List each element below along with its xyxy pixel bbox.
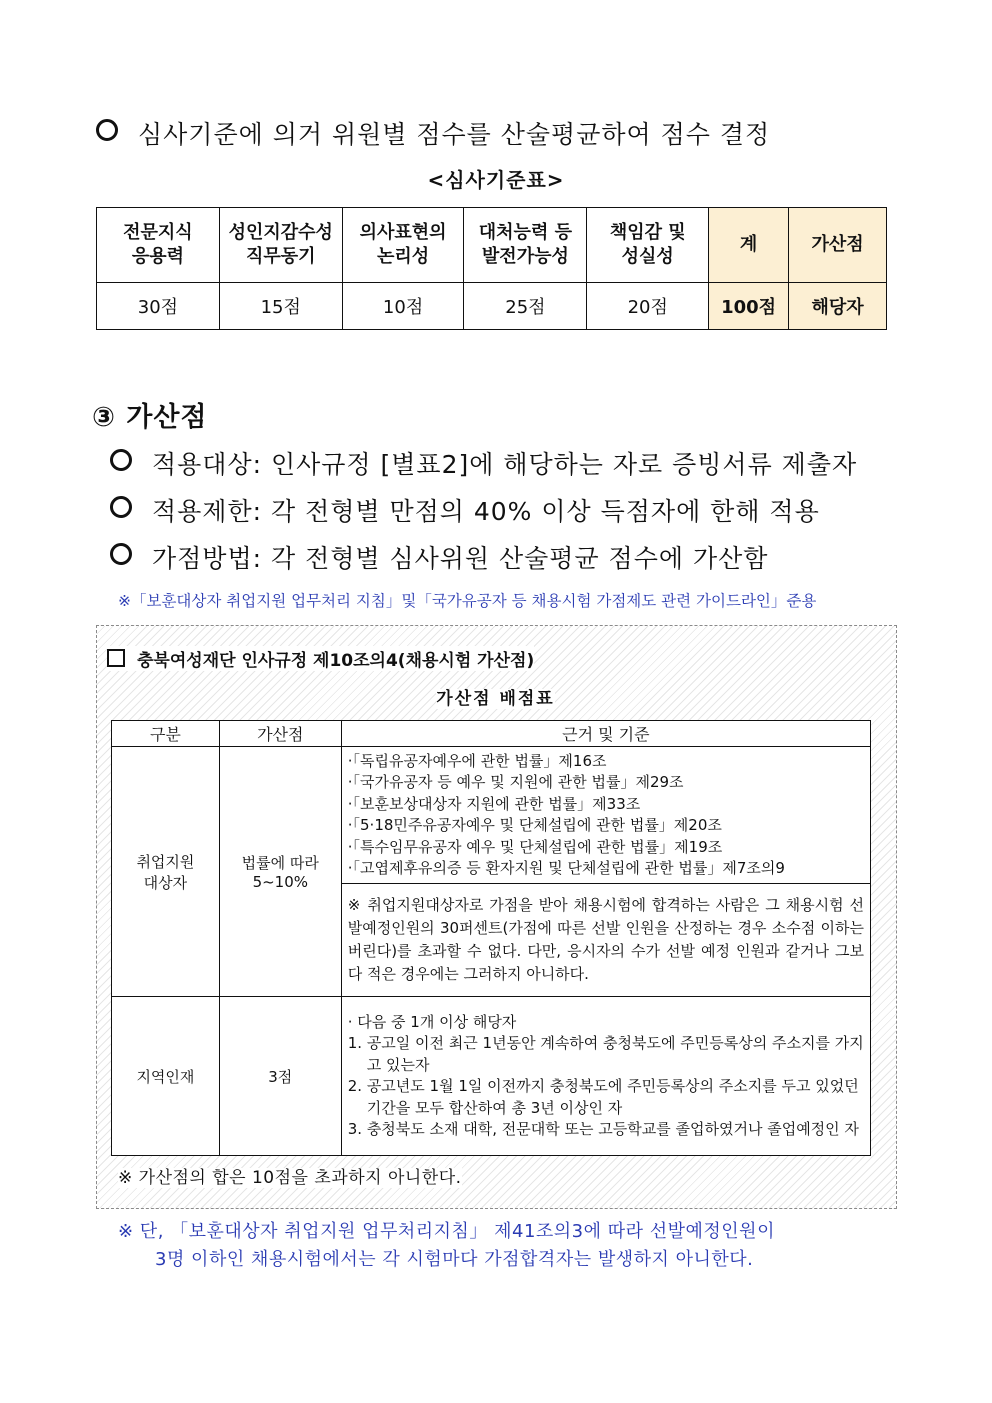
checkbox-square-icon: [107, 649, 125, 667]
points-cell: 3점: [219, 997, 341, 1156]
criteria-value-row: [97, 283, 887, 330]
table-row: [112, 997, 871, 1156]
criteria-value-cell: 30점: [97, 283, 220, 330]
criteria-header-bonus: 가산점: [789, 208, 887, 283]
column-header: 근거 및 기준: [341, 721, 870, 747]
bottom-note-line2: 3명 이하인 채용시험에서는 각 시험마다 가점합격자는 발생하지 아니한다.: [155, 1249, 754, 1270]
criteria-value-cell: 25점: [464, 283, 587, 330]
criteria-header-row: [97, 208, 887, 283]
laws-cell: [341, 747, 870, 884]
criteria-header-total: 계: [709, 208, 789, 283]
criteria-list-cell: [341, 997, 870, 1156]
bonus-footnote: ※ 가산점의 합은 10점을 초과하지 아니한다.: [118, 1168, 462, 1188]
bottom-note-line1: ※ 단, 「보훈대상자 취업지원 업무처리지침」 제41조의3에 따라 선발예정인원이: [118, 1221, 775, 1242]
quota-note: ※ 취업지원대상자로 가점을 받아 채용시험에 합격하는 사람은 그 채용시험 선발예정인원의 30퍼센트(가점에 따른 선발 인원을 산정하는 경우 소수점 이하는 버린다)를 초과할 수 없다. 다만, 응시자의 수가 선발 예정 인원과 같거나 그보다 적은 경우에는 그러하지 아니하다.: [341, 884, 870, 997]
regulation-title: 충북여성재단 인사규정 제10조의4(채용시험 가산점): [107, 646, 534, 671]
bullet-item: 가점방법: 각 전형별 심사위원 산술평균 점수에 가산함: [110, 539, 768, 575]
criteria-header-cell: 전문지식 응용력: [97, 208, 220, 283]
criteria-value-cell: 20점: [587, 283, 709, 330]
criteria-header-cell: 의사표현의 논리성: [342, 208, 464, 283]
criteria-item: 1. 공고일 이전 최근 1년동안 계속하여 충청북도에 주민등록상의 주소지를 가지고 있는자: [347, 1034, 864, 1074]
reference-note: ※「보훈대상자 취업지원 업무처리 지침」및「국가유공자 등 채용시험 가점제도 관련 가이드라인」준용: [118, 592, 817, 610]
bonus-table-title: 가산점 배점표: [436, 689, 555, 709]
criteria-intro: · 다음 중 1개 이상 해당자: [347, 1012, 517, 1031]
circle-bullet-icon: [110, 449, 132, 471]
criteria-value-total: 100점: [709, 283, 789, 330]
law-item: ·「국가유공자 등 예우 및 지원에 관한 법률」제29조: [347, 773, 684, 791]
criteria-header-cell: 대처능력 등 발전가능성: [464, 208, 587, 283]
criteria-value-cell: 15점: [219, 283, 342, 330]
circle-bullet-icon: [96, 119, 118, 141]
table-row: [112, 747, 871, 884]
section-heading: ③ 가산점: [92, 402, 208, 433]
law-item: ·「독립유공자예우에 관한 법률」제16조: [347, 751, 607, 770]
points-cell: 법률에 따라 5~10%: [219, 747, 341, 997]
criteria-value-bonus: 해당자: [789, 283, 887, 330]
category-cell: 취업지원 대상자: [112, 747, 220, 997]
intro-line: 심사기준에 의거 위원별 점수를 산술평균하여 점수 결정: [96, 115, 770, 151]
bonus-table-header: [112, 721, 871, 747]
law-item: ·「고엽제후유의증 등 환자지원 및 단체설립에 관한 법률」제7조의9: [347, 859, 785, 877]
category-cell: 지역인재: [112, 997, 220, 1156]
criteria-table: [96, 207, 887, 330]
criteria-header-cell: 성인지감수성 직무동기: [219, 208, 342, 283]
law-item: ·「특수임무유공자 예우 및 단체설립에 관한 법률」제19조: [347, 837, 723, 856]
criteria-header-cell: 책임감 및 성실성: [587, 208, 709, 283]
criteria-table-caption: <심사기준표>: [427, 168, 565, 192]
column-header: 구분: [112, 721, 220, 747]
criteria-item: 2. 공고년도 1월 1일 이전까지 충청북도에 주민등록상의 주소지를 두고 있었던 기간을 모두 합산하여 총 3년 이상인 자: [347, 1077, 859, 1117]
circle-bullet-icon: [110, 496, 132, 518]
law-item: ·「보훈보상대상자 지원에 관한 법률」제33조: [347, 794, 641, 813]
column-header: 가산점: [219, 721, 341, 747]
circle-bullet-icon: [110, 543, 132, 565]
bonus-table: [111, 720, 871, 1156]
bullet-item: 적용제한: 각 전형별 만점의 40% 이상 득점자에 한해 적용: [110, 492, 820, 528]
law-item: ·「5·18민주유공자예우 및 단체설립에 관한 법률」제20조: [347, 816, 722, 834]
criteria-item: 3. 충청북도 소재 대학, 전문대학 또는 고등학교를 졸업하였거나 졸업예정인 자: [347, 1120, 859, 1138]
criteria-value-cell: 10점: [342, 283, 464, 330]
bullet-item: 적용대상: 인사규정 [별표2]에 해당하는 자로 증빙서류 제출자: [110, 445, 857, 481]
